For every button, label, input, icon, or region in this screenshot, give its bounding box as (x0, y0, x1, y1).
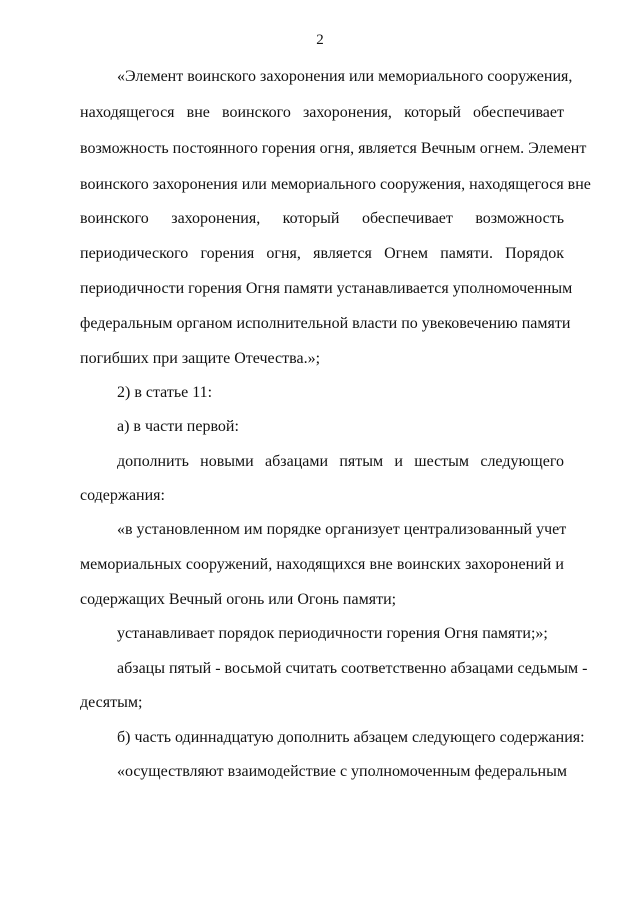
text-line: а) в части первой: (117, 418, 239, 435)
text-line: «в установленном им порядке организует централизованный учет (117, 521, 567, 538)
text-line: содержания: (80, 487, 165, 504)
text-line: 2) в статье 11: (117, 384, 213, 401)
text-line: возможность постоянного горения огня, является Вечным огнем. Элемент (80, 140, 587, 157)
text-line: федеральным органом исполнительной власти по увековечению памяти (80, 315, 571, 332)
text-line: дополнить новыми абзацами пятым и шестым следующего (117, 453, 564, 470)
text-line: воинского захоронения или мемориального сооружения, находящегося вне (80, 176, 591, 193)
text-line: периодического горения огня, является Огнем памяти. Порядок (80, 245, 564, 262)
text-line: находящегося вне воинского захоронения, который обеспечивает (80, 104, 564, 121)
page-number: 2 (316, 32, 324, 48)
text-line: воинского захоронения, который обеспечивает возможность (80, 210, 564, 227)
text-line: десятым; (80, 694, 143, 711)
text-line: абзацы пятый - восьмой считать соответственно абзацами седьмым - (117, 660, 588, 677)
text-line: содержащих Вечный огонь или Огонь памяти; (80, 591, 397, 608)
text-line: устанавливает порядок периодичности горения Огня памяти;»; (117, 625, 548, 642)
text-line: периодичности горения Огня памяти устанавливается уполномоченным (80, 280, 573, 297)
text-line: б) часть одиннадцатую дополнить абзацем следующего содержания: (117, 729, 585, 746)
text-line: погибших при защите Отечества.»; (80, 350, 321, 367)
text-line: «осуществляют взаимодействие с уполномоченным федеральным (117, 763, 567, 780)
text-line: «Элемент воинского захоронения или мемориального сооружения, (117, 68, 573, 85)
text-line: мемориальных сооружений, находящихся вне воинских захоронений и (80, 556, 564, 573)
